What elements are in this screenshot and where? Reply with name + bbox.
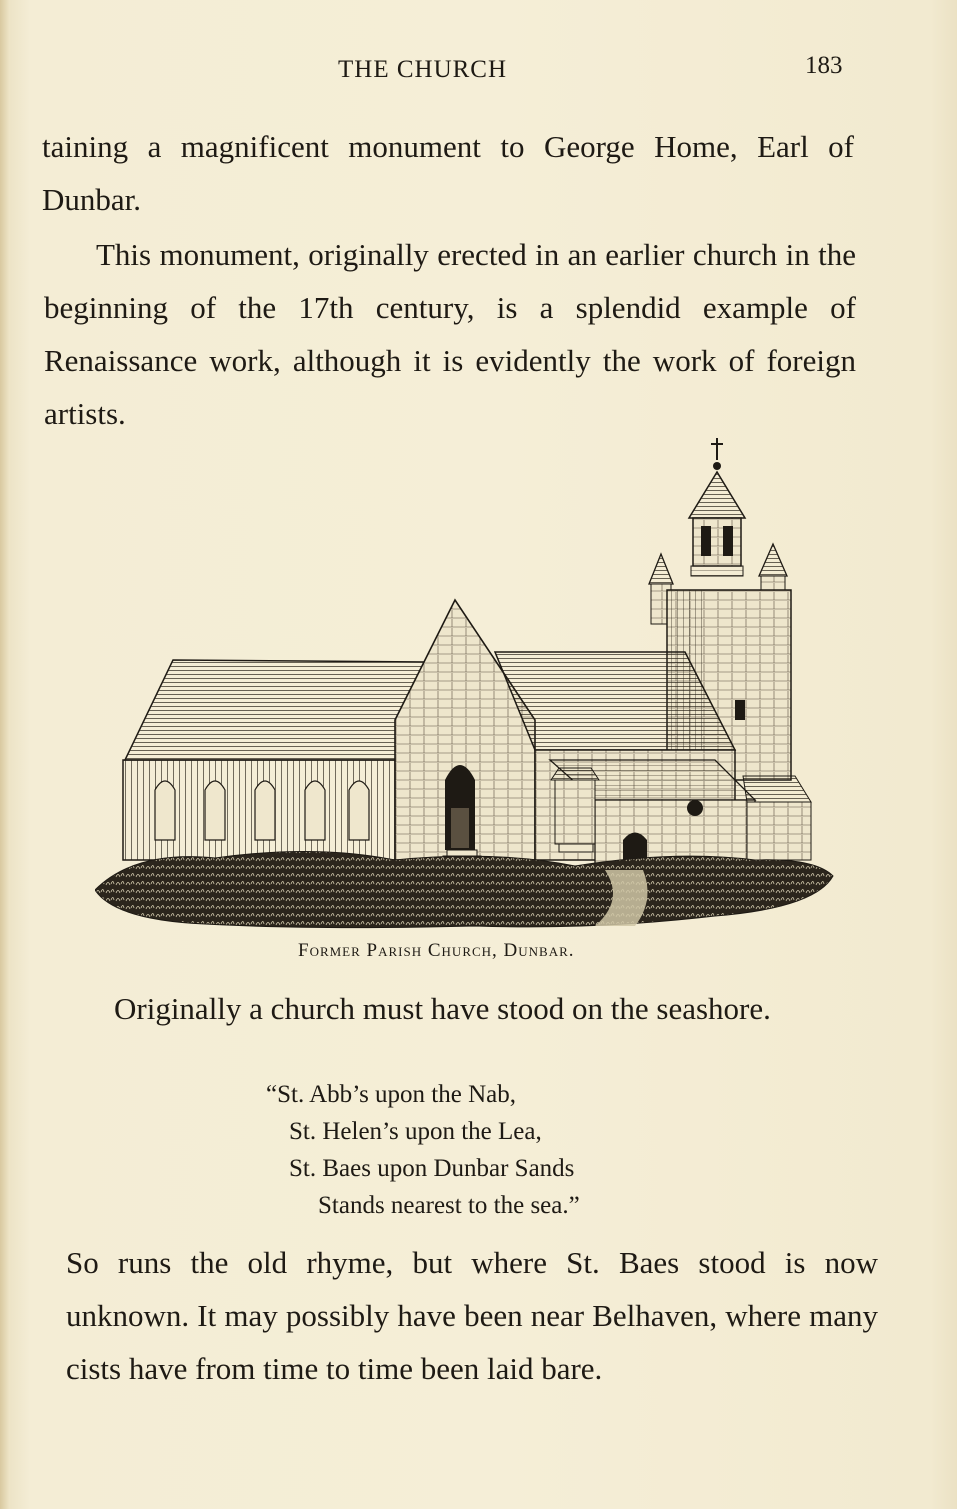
rhyme-line-3: St. Baes upon Dunbar Sands [289, 1155, 575, 1182]
figure-caption: Former Parish Church, Dunbar. [298, 940, 575, 961]
paragraph-3: Originally a church must have stood on the seashore. [114, 991, 771, 1026]
church-engraving [95, 430, 835, 930]
rhyme-line-1: “St. Abb’s upon the Nab, [266, 1081, 516, 1108]
rhyme-line-4: Stands nearest to the sea.” [318, 1192, 580, 1219]
page-gutter [0, 0, 10, 1509]
running-title: THE CHURCH [338, 56, 508, 83]
rhyme-line-2: St. Helen’s upon the Lea, [289, 1118, 542, 1145]
rhyme-quote [266, 1076, 580, 1224]
paragraph-2: This monument, originally erected in an earlier church in the beginning of the 17th century, is a splendid example of Renaissance work, although it is evidently the work of foreign artists. [44, 237, 856, 431]
page-number: 183 [805, 52, 843, 79]
paragraph-4: So runs the old rhyme, but where St. Baes stood is now unknown. It may possibly have been near Belhaven, where many cists have from time to time been laid bare. [66, 1245, 878, 1386]
paragraph-1: taining a magnificent monument to George Home, Earl of Dunbar. [42, 129, 854, 217]
